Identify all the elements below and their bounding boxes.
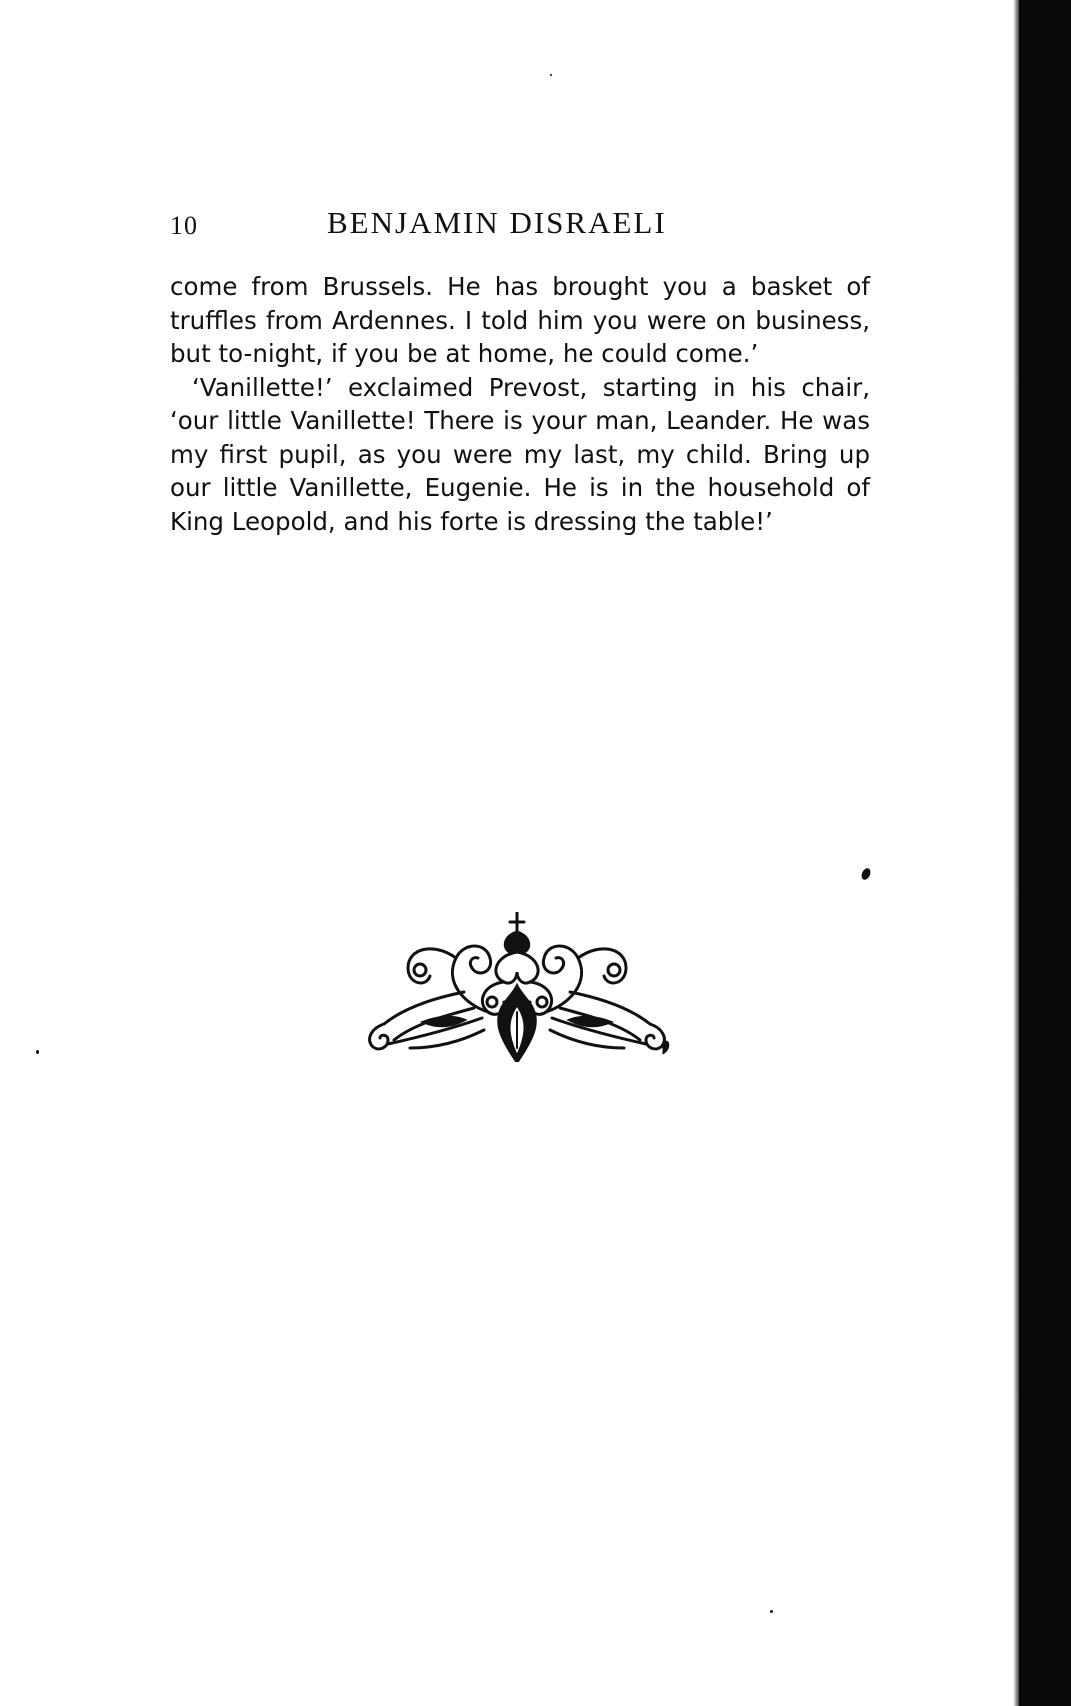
page-header xyxy=(170,205,870,245)
page-number: 10 xyxy=(170,211,198,240)
body-text xyxy=(170,270,870,538)
ink-speck xyxy=(550,74,552,76)
ink-speck xyxy=(860,867,872,881)
paragraph-2: ‘Vanillette!’ exclaimed Prevost, starting in his chair, ‘our little Vanillette! There is your man, Leander. He was my first pupil, as you were my last, my child. Bring up our little Vanillette, Eugenie. He is in the household of King Leopold, and his forte is dressing the table!’ xyxy=(170,372,870,536)
scan-edge-shadow xyxy=(1019,0,1071,1706)
ink-speck xyxy=(770,1610,773,1613)
running-title: BENJAMIN DISRAELI xyxy=(327,205,667,240)
paragraph-1: come from Brussels. He has brought you a basket of truffles from Ardennes. I told him you were on business, but to-night, if you be at home, he could come.’ xyxy=(170,272,870,368)
floral-scroll-ornament-icon xyxy=(364,912,670,1062)
ink-speck xyxy=(36,1050,39,1054)
